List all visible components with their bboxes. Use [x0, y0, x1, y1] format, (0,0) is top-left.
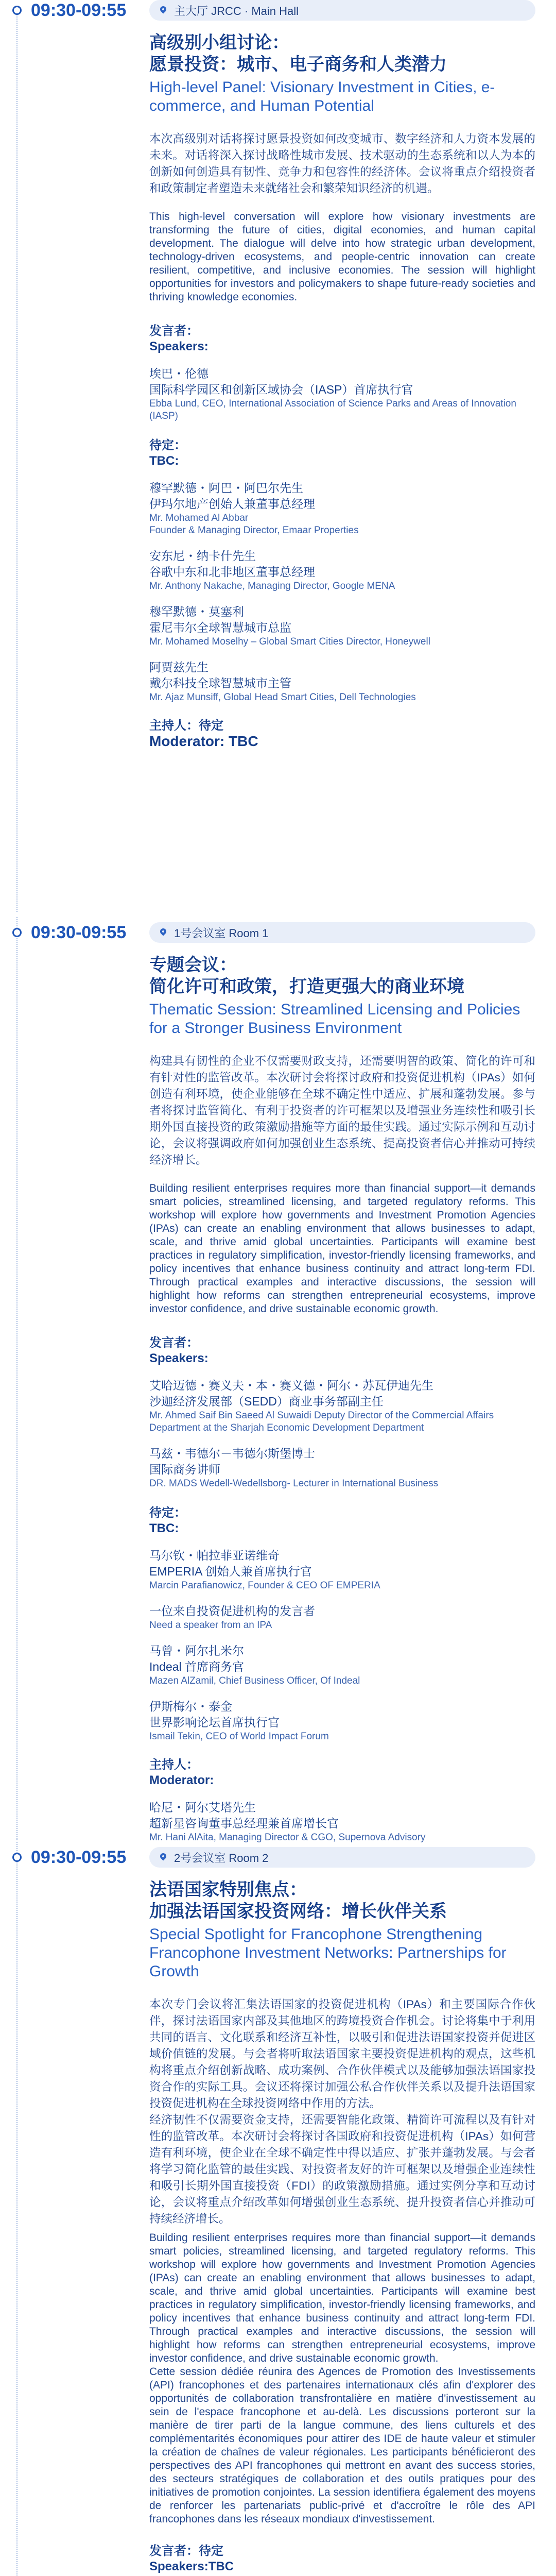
speaker-name-cn: 哈尼・阿尔艾塔先生 [149, 1801, 256, 1814]
session-description-cn: 构建具有韧性的企业不仅需要财政支持，还需要明智的政策、简化的许可和有针对性的监管改革。本次研讨会将探讨政府和投资促进机构（IPAs）如何创造有利环境，使企业能够在全球不确定性中适应、扩展和蓬勃发展。参与者将探讨监管简化、有利于投资者的许可框架以及增强业务连续性和吸引长期外国直接投资的政策激励措施等方面的最佳实践。通过实际示例和互动讨论，会议将强调政府如何加强创业生态系统、提高投资者信心并推动可持续经济增长。 [149, 1055, 535, 1166]
session-description-cn: 本次高级别对话将探讨愿景投资如何改变城市、数字经济和人力资本发展的未来。对话将深入探讨战略性城市发展、技术驱动的生态系统和以人为本的创新如何创造具有韧性、竞争力和包容性的经济体。会议将重点介绍投资者和政策制定者塑造未来就绪社会和繁荣知识经济的机遇。 [149, 132, 535, 195]
session-description-fr: Cette session dédiée réunira des Agences de Promotion des Investissements (API) francophones et des partenaires internationaux clés afin d'explorer des opportunités de collaboration transfrontalière en matière d'investissement au sein de l'espace francophone et au-delà. Les discussions porteront sur la manière de tirer parti de la langue commune, des liens culturels et des complémentarités économiques pour attirer des IDE de haute valeur et stimuler la création de chaînes de valeur régionales. Les participants bénéficieront des perspectives des API francophones qui mettront en avant des success stories, des secteurs stratégiques de collaboration et des outils pratiques pour des initiatives de promotion conjointes. La session identifiera également des moyens de renforcer les partenariats public-privé et d'accroître le rôle des API francophones dans les réseaux mondiaux d'investissement. [149, 2366, 535, 2525]
speaker-title-cn: 谷歌中东和北非地区董事总经理 [149, 565, 315, 579]
session-time: 09:30-09:55 [31, 923, 127, 942]
moderator-label-cn: 主持人：待定 [149, 719, 223, 733]
speaker-detail-en: Mazen AlZamil, Chief Business Officer, Of Indeal [149, 1675, 360, 1686]
location-pin-icon [160, 6, 168, 14]
speaker-name-cn: 伊斯梅尔・泰金 [149, 1700, 232, 1713]
moderator-label-cn: 主持人： [149, 1758, 199, 1772]
speaker-detail-en: Marcin Parafianowicz, Founder & CEO OF EMPERIA [149, 1580, 380, 1591]
session-title-cn: 高级别小组讨论： 愿景投资：城市、电子商务和人类潜力 [149, 33, 447, 74]
tbc-label-en: TBC: [149, 1521, 179, 1535]
location-pin-icon [160, 1853, 168, 1861]
tbc-label-cn: 待定： [149, 1506, 186, 1520]
session-description-cn-2: 经济韧性不仅需要资金支持，还需要智能化政策、精简许可流程以及有针对性的监管改革。本次研讨会将探讨各国政府和投资促进机构（IPAs）如何营造有利环境，使企业在全球不确定性中得以适应、扩张并蓬勃发展。与会者将学习简化监管的最佳实践、对投资者友好的许可框架以及增强企业连续性和吸引长期外国直接投资（FDI）的政策激励措施。通过实例分享和互动讨论，会议将重点介绍改革如何增强创业生态系统、提升投资者信心并推动可持续经济增长。 [149, 2113, 535, 2225]
speakers-label-en: Speakers:TBC [149, 2560, 234, 2573]
speaker-title-cn: 霍尼韦尔全球智慧城市总监 [149, 621, 291, 634]
speaker-name-cn: 马曾・阿尔扎米尔 [149, 1644, 244, 1657]
speaker-detail-en: DR. MADS Wedell-Wedellsborg- Lecturer in International Business [149, 1478, 439, 1489]
timeline-dot [12, 6, 22, 15]
speaker-title-cn: 超新星咨询董事总经理兼首席增长官 [149, 1817, 339, 1830]
speaker-title-cn: 世界影响论坛首席执行官 [149, 1716, 280, 1729]
speaker-title-cn: EMPERIA 创始人兼首席执行官 [149, 1565, 312, 1578]
timeline-line [16, 10, 18, 912]
tbc-label-cn: 待定： [149, 438, 186, 452]
speaker-name-cn: 穆罕默德・阿巴・阿巴尔先生 [149, 481, 303, 495]
speaker-detail-en: Mr. Ahmed Saif Bin Saeed Al Suwaidi Deputy Director of the Commercial Affairs Department at the Sharjah Economic Development Department [149, 1410, 494, 1433]
room-badge[interactable] [149, 922, 535, 943]
speaker-detail-en: Mr. Hani AlAita, Managing Director & CGO, Supernova Advisory [149, 1832, 426, 1843]
speaker-title-cn: 国际科学园区和创新区域协会（IASP）首席执行官 [149, 383, 413, 396]
moderator-label-en: Moderator: [149, 1773, 214, 1787]
speaker-title-cn: 沙迦经济发展部（SEDD）商业事务部副主任 [149, 1395, 384, 1408]
speakers-label-cn: 发言者： [149, 324, 199, 338]
speakers-label-en: Speakers: [149, 340, 208, 353]
session-description-en: Building resilient enterprises requires more than financial support—it demands smart policies, streamlined licensing, and targeted regulatory reforms. This workshop will explore how governments and Investment Promotion Agencies (IPAs) can create an enabling environment that allows businesses to adapt, scale, and thrive amid global uncertainties. Participants will examine best practices in regulatory simplification, investor-friendly licensing frameworks, and policy incentives that enhance business continuity and attract long-term FDI. Through practical examples and interactive discussions, the session will highlight how reforms can strengthen entrepreneurial ecosystems, improve investor confidence, and drive sustainable economic growth. [149, 1182, 535, 1315]
speaker-detail-en: Mr. Ajaz Munsiff, Global Head Smart Cities, Dell Technologies [149, 692, 416, 703]
room-badge[interactable] [149, 1847, 535, 1868]
location-pin-icon [160, 928, 168, 937]
speakers-label-cn: 发言者：待定 [149, 2544, 223, 2558]
session-title-cn: 法语国家特别焦点： 加强法语国家投资网络：增长伙伴关系 [149, 1880, 447, 1921]
timeline-dot [12, 928, 22, 937]
speaker-title-cn: Indeal 首席商务官 [149, 1660, 245, 1673]
speaker-name-cn: 穆罕默德・莫塞利 [149, 605, 244, 618]
session-main-hall [0, 0, 556, 912]
session-description-cn: 本次专门会议将汇集法语国家的投资促进机构（IPAs）和主要国际合作伙伴，探讨法语国家内部及其他地区的跨境投资合作机会。讨论将集中于利用共同的语言、文化联系和经济互补性，以吸引和促进法语国家投资并促进区域价值链的发展。与会者将听取法语国家主要投资促进机构的观点，这些机构将重点介绍创新战略、成功案例、合作伙伴模式以及能够加强法语国家投资合作的实际工具。会议还将探讨加强公私合作伙伴关系以及提升法语国家投资促进机构在全球投资网络中作用的方法。 [149, 1998, 535, 2110]
room-label: 1号会议室 Room 1 [174, 926, 269, 940]
speaker-name-cn: 阿贾兹先生 [149, 660, 208, 674]
speaker-title-cn: 一位来自投资促进机构的发言者 [149, 1604, 315, 1618]
speakers-label-en: Speakers: [149, 1351, 208, 1365]
room-badge[interactable] [149, 0, 535, 21]
speakers-label-cn: 发言者： [149, 1336, 199, 1350]
room-label: 2号会议室 Room 2 [174, 1851, 269, 1865]
timeline-line [16, 1839, 18, 2576]
session-room-2 [0, 1847, 556, 2576]
speaker-detail-en: Need a speaker from an IPA [149, 1620, 272, 1631]
speaker-title-cn: 戴尔科技全球智慧城市主管 [149, 676, 291, 690]
room-label: 主大厅 JRCC · Main Hall [174, 4, 299, 18]
speaker-name-cn: 安东尼・纳卡什先生 [149, 549, 256, 563]
session-title-en: High-level Panel: Visionary Investment in Cities, e-commerce, and Human Potential [149, 79, 495, 114]
session-title-en: Special Spotlight for Francophone Strengthening Francophone Investment Networks: Partnerships for Growth [149, 1926, 507, 1980]
speaker-detail-en: Mr. Mohamed Al Abbar Founder & Managing Director, Emaar Properties [149, 513, 359, 536]
session-title-cn: 专题会议： 简化许可和政策，打造更强大的商业环境 [149, 955, 464, 996]
speaker-detail-en: Ebba Lund, CEO, International Association of Science Parks and Areas of Innovation (IASP) [149, 398, 516, 421]
speaker-detail-en: Mr. Anthony Nakache, Managing Director, Google MENA [149, 581, 395, 591]
speaker-detail-en: Ismail Tekin, CEO of World Impact Forum [149, 1731, 329, 1742]
session-description-en: This high-level conversation will explore how visionary investments are transforming the future of cities, digital economies, and human capital development. The dialogue will delve into how strategic urban development, technology-driven ecosystems, and people-centric innovation can create resilient, competitive, and inclusive economies. The session will highlight opportunities for investors and policymakers to shape future-ready societies and thriving knowledge economies. [149, 211, 535, 303]
moderator-label-en: Moderator: TBC [149, 733, 258, 749]
tbc-label-en: TBC: [149, 454, 179, 468]
session-description-en: Building resilient enterprises requires more than financial support—it demands smart policies, streamlined licensing, and targeted regulatory reforms. This workshop will explore how governments and Investment Promotion Agencies (IPAs) can create an enabling environment that allows businesses to adapt, scale, and thrive amid global uncertainties. Participants will examine best practices in regulatory simplification, investor-friendly licensing frameworks, and policy incentives that enhance business continuity and attract long-term FDI. Through practical examples and interactive discussions, the session will highlight how reforms can strengthen entrepreneurial ecosystems, improve investor confidence, and drive sustainable economic growth. [149, 2232, 535, 2364]
session-title-en: Thematic Session: Streamlined Licensing and Policies for a Stronger Business Environment [149, 1001, 520, 1037]
speaker-title-cn: 伊玛尔地产创始人兼董事总经理 [149, 497, 315, 511]
speaker-name-cn: 马尔钦・帕拉菲亚诺维奇 [149, 1549, 280, 1562]
timeline-dot [12, 1853, 22, 1862]
session-time: 09:30-09:55 [31, 1, 127, 20]
session-room-1 [0, 922, 556, 1843]
timeline-line [16, 917, 18, 1839]
speaker-name-cn: 艾哈迈德・赛义夫・本・赛义德・阿尔・苏瓦伊迪先生 [149, 1379, 433, 1392]
speaker-name-cn: 马兹・韦德尔－韦德尔斯堡博士 [149, 1447, 315, 1460]
speaker-detail-en: Mr. Mohamed Moselhy – Global Smart Cities Director, Honeywell [149, 636, 430, 647]
session-time: 09:30-09:55 [31, 1848, 127, 1867]
speaker-title-cn: 国际商务讲师 [149, 1463, 220, 1476]
speaker-name-cn: 埃巴・伦德 [149, 367, 208, 380]
